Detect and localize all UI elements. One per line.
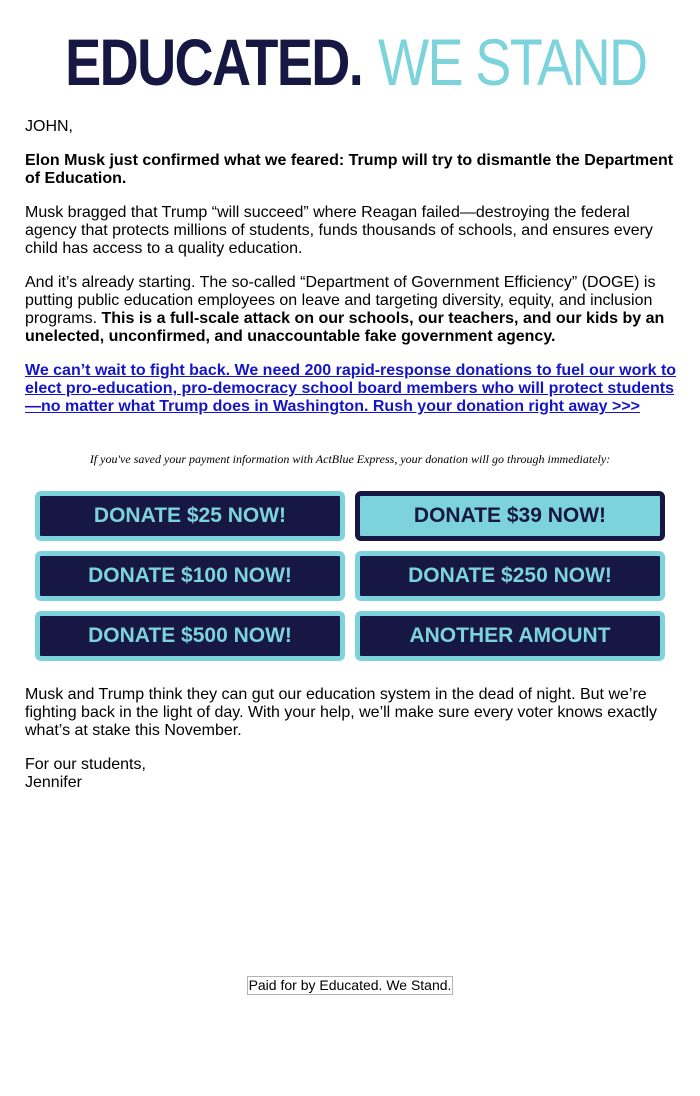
donation-call-to-action-link[interactable]: We can’t wait to fight back. We need 200 rapid-response donations to fuel our work to elect pro-education, pro-democracy school board members who will protect students—no matter what Trump does in Washington. Rush your donation right away >>> xyxy=(25,362,677,415)
donate-25-button[interactable]: DONATE $25 NOW! xyxy=(35,491,345,541)
donate-100-button[interactable]: DONATE $100 NOW! xyxy=(35,551,345,601)
logo-secondary-text: WE STAND xyxy=(378,25,647,99)
logo xyxy=(0,24,700,100)
email-body xyxy=(25,118,677,432)
paragraph-1: Musk bragged that Trump “will succeed” where Reagan failed—destroying the federal agency that protects millions of students, funds thousands of schools, and ensures every child has access to a quality education. xyxy=(25,204,653,257)
closing-paragraph: Musk and Trump think they can gut our education system in the dead of night. But we’re fighting back in the light of day. With your help, we’ll make sure every voter knows exactly what’s at stake this November. xyxy=(25,686,657,739)
actblue-express-note: If you've saved your payment information with ActBlue Express, your donation will go through immediately: xyxy=(89,452,611,466)
logo-primary-text: EDUCATED. xyxy=(65,25,363,99)
paragraph-2-emphasis: This is a full-scale attack on our schools, our teachers, and our kids by an unelected, unconfirmed, and unaccountable fake government agency. xyxy=(25,310,665,345)
footer xyxy=(0,976,700,995)
salutation: JOHN, xyxy=(25,118,73,135)
paragraph-2 xyxy=(25,274,677,346)
headline: Elon Musk just confirmed what we feared: Trump will try to dismantle the Department of Education. xyxy=(25,152,674,187)
paragraph-2-text: And it’s already starting. The so-called “Department of Government Efficiency” (DOGE) is putting public education employees on leave and targeting diversity, equity, and inclusion programs. xyxy=(25,274,656,327)
donate-39-button[interactable]: DONATE $39 NOW! xyxy=(355,491,665,541)
donate-500-button[interactable]: DONATE $500 NOW! xyxy=(35,611,345,661)
closing-section xyxy=(25,686,677,808)
signature: Jennifer xyxy=(25,774,82,791)
signoff-block xyxy=(25,756,677,792)
paid-for-disclaimer: Paid for by Educated. We Stand. xyxy=(248,977,452,993)
donate-250-button[interactable]: DONATE $250 NOW! xyxy=(355,551,665,601)
signoff: For our students, xyxy=(25,756,146,773)
another-amount-button[interactable]: ANOTHER AMOUNT xyxy=(355,611,665,661)
